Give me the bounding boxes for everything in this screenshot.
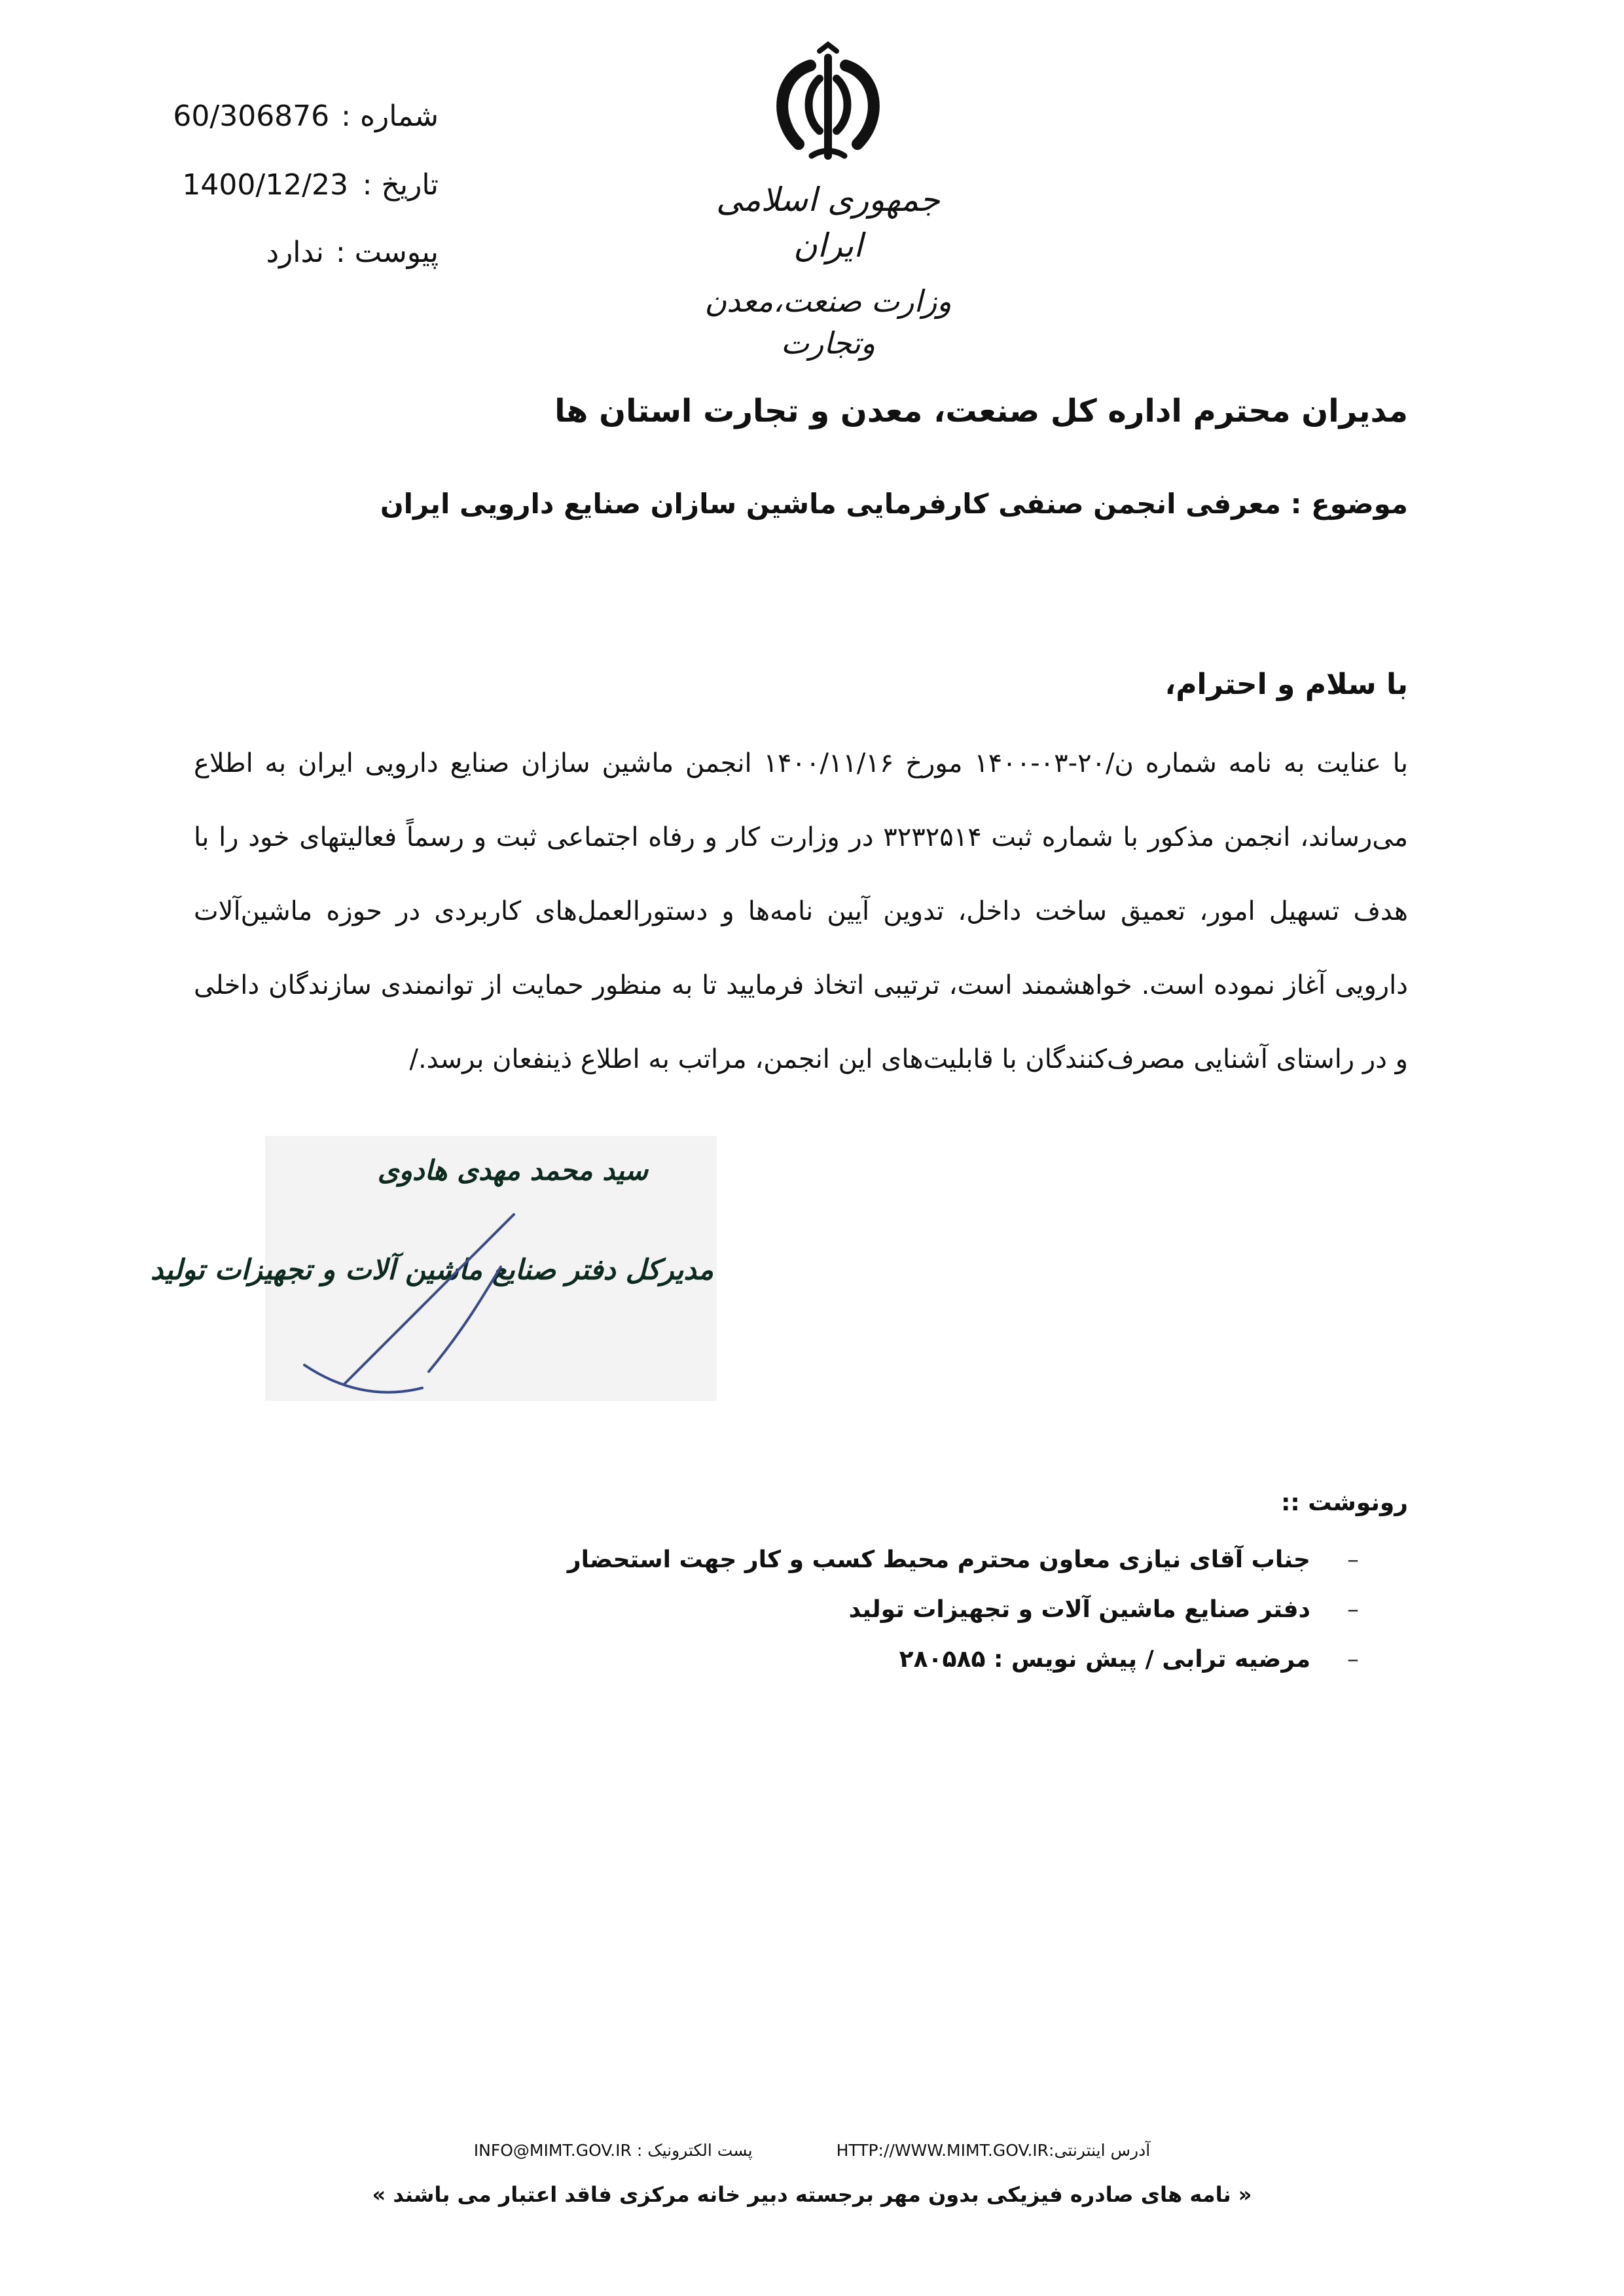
copy-recipient-text: مرضیه ترابی / پیش نویس : ۲۸۰۵۸۵ [899, 1646, 1310, 1673]
signatory-name: سید محمد مهدی هادوی [377, 1154, 648, 1186]
letter-subject: موضوع : معرفی انجمن صنفی کارفرمایی ماشین سازان صنایع دارویی ایران [380, 488, 1408, 520]
signature-stroke-icon [265, 1136, 717, 1401]
copy-recipient-item [568, 1585, 1359, 1635]
letter-body: با عنایت به نامه شماره ن/۲۰-۰۳-۱۴۰۰ مورخ ۱۴۰۰/۱۱/۱۶ انجمن ماشین سازان صنایع دارویی ایران به اطلاع می‌رساند، انجمن مذکور با شماره ثبت ۳۲۳۲۵۱۴ در وزارت کار و رفاه اجتماعی ثبت و رسماً فعالیتهای خود را با هدف تسهیل امور، تعمیق ساخت داخل، تدوین آیین نامه‌ها و دستورالعمل‌های کاربردی در حوزه ماشین‌آلات دارویی آغاز نموده است. خواهشمند است، ترتیبی اتخاذ فرمایید تا به منظور حمایت از توانمندی سازندگان داخلی و در راستای آشنایی مصرف‌کنندگان با قابلیت‌های این انجمن، مراتب به اطلاع ذینفعان برسد./ [194, 748, 1409, 1074]
email-link[interactable]: INFO@MIMT.GOV.IR [473, 2141, 632, 2160]
copy-recipient-text: دفتر صنایع ماشین آلات و تجهیزات تولید [848, 1596, 1310, 1623]
emblem-ministry-text: وزارت صنعت،معدن وتجارت [704, 283, 952, 361]
email-label: پست الکترونیک : [636, 2141, 753, 2160]
copy-recipient-item [568, 1535, 1359, 1585]
letter-number-value: 60/306876 [173, 100, 330, 133]
copies-heading: رونوشت :: [1280, 1489, 1408, 1516]
letter-meta [131, 98, 439, 135]
copies-list [568, 1535, 1359, 1685]
copy-recipient-item [568, 1635, 1359, 1685]
list-dash: – [1347, 1596, 1359, 1623]
website-label: آدرس اینترنتی: [1049, 2141, 1151, 2160]
list-dash: – [1347, 1646, 1359, 1673]
website-link[interactable]: HTTP://WWW.MIMT.GOV.IR [836, 2141, 1049, 2160]
footer-website [837, 2141, 1151, 2160]
letter-date-value: 1400/12/23 [182, 168, 348, 202]
letter-date [131, 167, 439, 204]
signature-block [150, 1136, 717, 1401]
letter-attachment-label: پیوست : [335, 236, 439, 269]
ministry-emblem [681, 39, 975, 361]
letter-recipient: مدیران محترم اداره کل صنعت، معدن و تجارت استان ها [554, 393, 1408, 429]
letter-salutation: با سلام و احترام، [1164, 668, 1408, 701]
letter-attachment [131, 234, 439, 271]
footer-validity-note: « نامه های صادره فیزیکی بدون مهر برجسته دبیر خانه مرکزی فاقد اعتبار می باشند » [372, 2182, 1252, 2207]
footer-contacts [0, 2141, 1624, 2160]
letter-attachment-value: ندارد [266, 236, 324, 269]
letter-number-row [131, 98, 439, 135]
letter-date-row [131, 167, 439, 204]
letter-number-label: شماره : [341, 100, 439, 133]
list-dash: – [1347, 1546, 1359, 1573]
iran-emblem-icon [759, 39, 897, 164]
footer-email [474, 2141, 753, 2160]
letter-date-label: تاریخ : [362, 168, 439, 202]
letter-attachment-row [131, 234, 439, 271]
emblem-country-text: جمهوری اسلامی ایران [716, 181, 940, 264]
copy-recipient-text: جناب آقای نیازی معاون محترم محیط کسب و کار جهت استحضار [567, 1546, 1310, 1573]
signatory-title: مدیرکل دفتر صنایع ماشین آلات و تجهیزات تولید [150, 1254, 713, 1286]
